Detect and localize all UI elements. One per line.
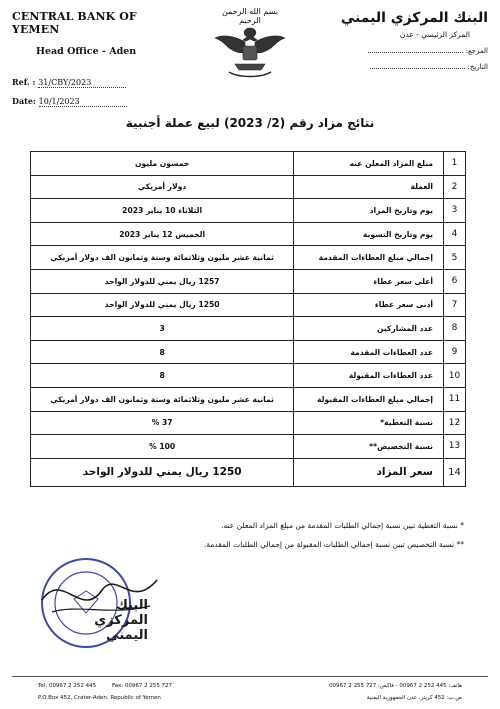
table-row: [31, 435, 466, 459]
row-label: إجمالي مبلغ العطاءات المقبولة: [294, 387, 444, 411]
row-number: 5: [444, 246, 466, 270]
table-row: [31, 458, 466, 486]
row-number: 14: [444, 458, 466, 486]
row-label: أدنى سعر عطاء: [294, 293, 444, 317]
footer-address-arabic: ص.ب: 452 كريتر، عدن الجمهورية اليمنية: [366, 695, 462, 701]
reference-line-arabic: [328, 47, 488, 55]
row-label: عدد العطاءات المقبولة: [294, 364, 444, 388]
row-value: 1250 ريال يمني للدولار الواحد: [31, 293, 294, 317]
footer-arabic: [329, 680, 462, 704]
footer-phone-arabic: هاتف: 445 252 2 00967 - فاكس: 727 255 2 00967: [329, 683, 462, 689]
row-value: الثلاثاء 10 يناير 2023: [31, 199, 294, 223]
date-value: 10/1/2023: [39, 97, 127, 107]
row-number: 4: [444, 222, 466, 246]
row-value: خمسون مليون: [31, 152, 294, 176]
auction-results-table: [30, 151, 466, 487]
row-value: 100 %: [31, 435, 294, 459]
row-number: 6: [444, 269, 466, 293]
row-number: 8: [444, 317, 466, 341]
row-number: 10: [444, 364, 466, 388]
row-value: 37 %: [31, 411, 294, 435]
table-row: [31, 152, 466, 176]
date-label: Date:: [12, 96, 36, 106]
row-value: الخميس 12 يناير 2023: [31, 222, 294, 246]
reference-line: [12, 77, 182, 88]
row-value: 1257 ريال يمني للدولار الواحد: [31, 269, 294, 293]
table-row: [31, 317, 466, 341]
table-row: [31, 340, 466, 364]
footnotes: [24, 521, 464, 559]
row-value: ثمانية عشر مليون وثلاثمائة وستة وثمانون الف دولار أمريكي: [31, 246, 294, 270]
footer-fax: Fax: 00967 2 255 727: [111, 683, 173, 689]
table-row: [31, 246, 466, 270]
row-label: مبلغ المزاد المعلن عنه: [294, 152, 444, 176]
row-value: دولار أمريكي: [31, 175, 294, 199]
date-line: [12, 96, 182, 107]
row-value: ثمانية عشر مليون وثلاثمائة وستة وثمانون الف دولار أمريكي: [31, 387, 294, 411]
row-label: العملة: [294, 175, 444, 199]
row-label: يوم وتاريخ المزاد: [294, 199, 444, 223]
footer-address: P.O.Box 452, Crater-Aden, Republic of Yemen: [38, 695, 161, 701]
office-english: Head Office - Aden: [36, 46, 137, 57]
row-number: 9: [444, 340, 466, 364]
row-label: يوم وتاريخ التسوية: [294, 222, 444, 246]
footnote-coverage: * نسبة التغطية تبين نسبة إجمالي الطلبات المقدمة من مبلغ المزاد المعلن عنه.: [221, 521, 464, 530]
row-value: 1250 ريال يمني للدولار الواحد: [31, 458, 294, 486]
office-arabic: المركز الرئيسي - عدن: [399, 30, 470, 39]
row-value: 8: [31, 340, 294, 364]
table-row: [31, 175, 466, 199]
document-title: نتائج مزاد رقم (2/ 2023) لبيع عملة أجنبية: [125, 116, 375, 130]
stamp-bank-name: البنك المركزي اليمني: [94, 598, 148, 643]
footer-english: [38, 680, 172, 704]
header-english: [12, 10, 182, 107]
table-row: [31, 199, 466, 223]
table-row: [31, 269, 466, 293]
row-label: أعلى سعر عطاء: [294, 269, 444, 293]
header-arabic: [328, 10, 488, 71]
reference-label: Ref. :: [12, 77, 36, 87]
row-value: 3: [31, 317, 294, 341]
reference-label-arabic: المرجع:: [465, 47, 488, 55]
row-number: 12: [444, 411, 466, 435]
bank-name-arabic: البنك المركزي اليمني: [340, 10, 488, 26]
bismillah-calligraphy: بسم الله الرحمن الرحيم: [221, 7, 279, 25]
table-row: [31, 222, 466, 246]
footnote-allocation: ** نسبة التخصيص تبين نسبة إجمالي الطلبات المقبولة من إجمالي الطلبات المقدمة.: [203, 540, 464, 549]
footer-divider: [12, 676, 488, 677]
date-line-arabic: [328, 63, 488, 71]
row-number: 2: [444, 175, 466, 199]
eagle-emblem-icon: [205, 6, 295, 86]
reference-value: 31/CBY/2023: [38, 78, 126, 88]
row-number: 3: [444, 199, 466, 223]
bank-name-english: CENTRAL BANK OF YEMEN: [12, 10, 137, 36]
row-number: 13: [444, 435, 466, 459]
reference-dots-arabic: [368, 52, 463, 53]
row-label: نسبة التخصيص**: [294, 435, 444, 459]
table-row: [31, 293, 466, 317]
row-label: نسبة التغطية*: [294, 411, 444, 435]
row-number: 7: [444, 293, 466, 317]
table-row: [31, 364, 466, 388]
date-label-arabic: التاريخ:: [467, 63, 488, 71]
row-label: إجمالي مبلغ العطاءات المقدمة: [294, 246, 444, 270]
footer-tel: Tel: 00967 2 252 445: [38, 683, 97, 689]
row-number: 1: [444, 152, 466, 176]
date-dots-arabic: [370, 68, 465, 69]
row-number: 11: [444, 387, 466, 411]
row-label: سعر المزاد: [294, 458, 444, 486]
row-label: عدد العطاءات المقدمة: [294, 340, 444, 364]
table-row: [31, 387, 466, 411]
table-row: [31, 411, 466, 435]
row-label: عدد المشاركين: [294, 317, 444, 341]
row-value: 8: [31, 364, 294, 388]
